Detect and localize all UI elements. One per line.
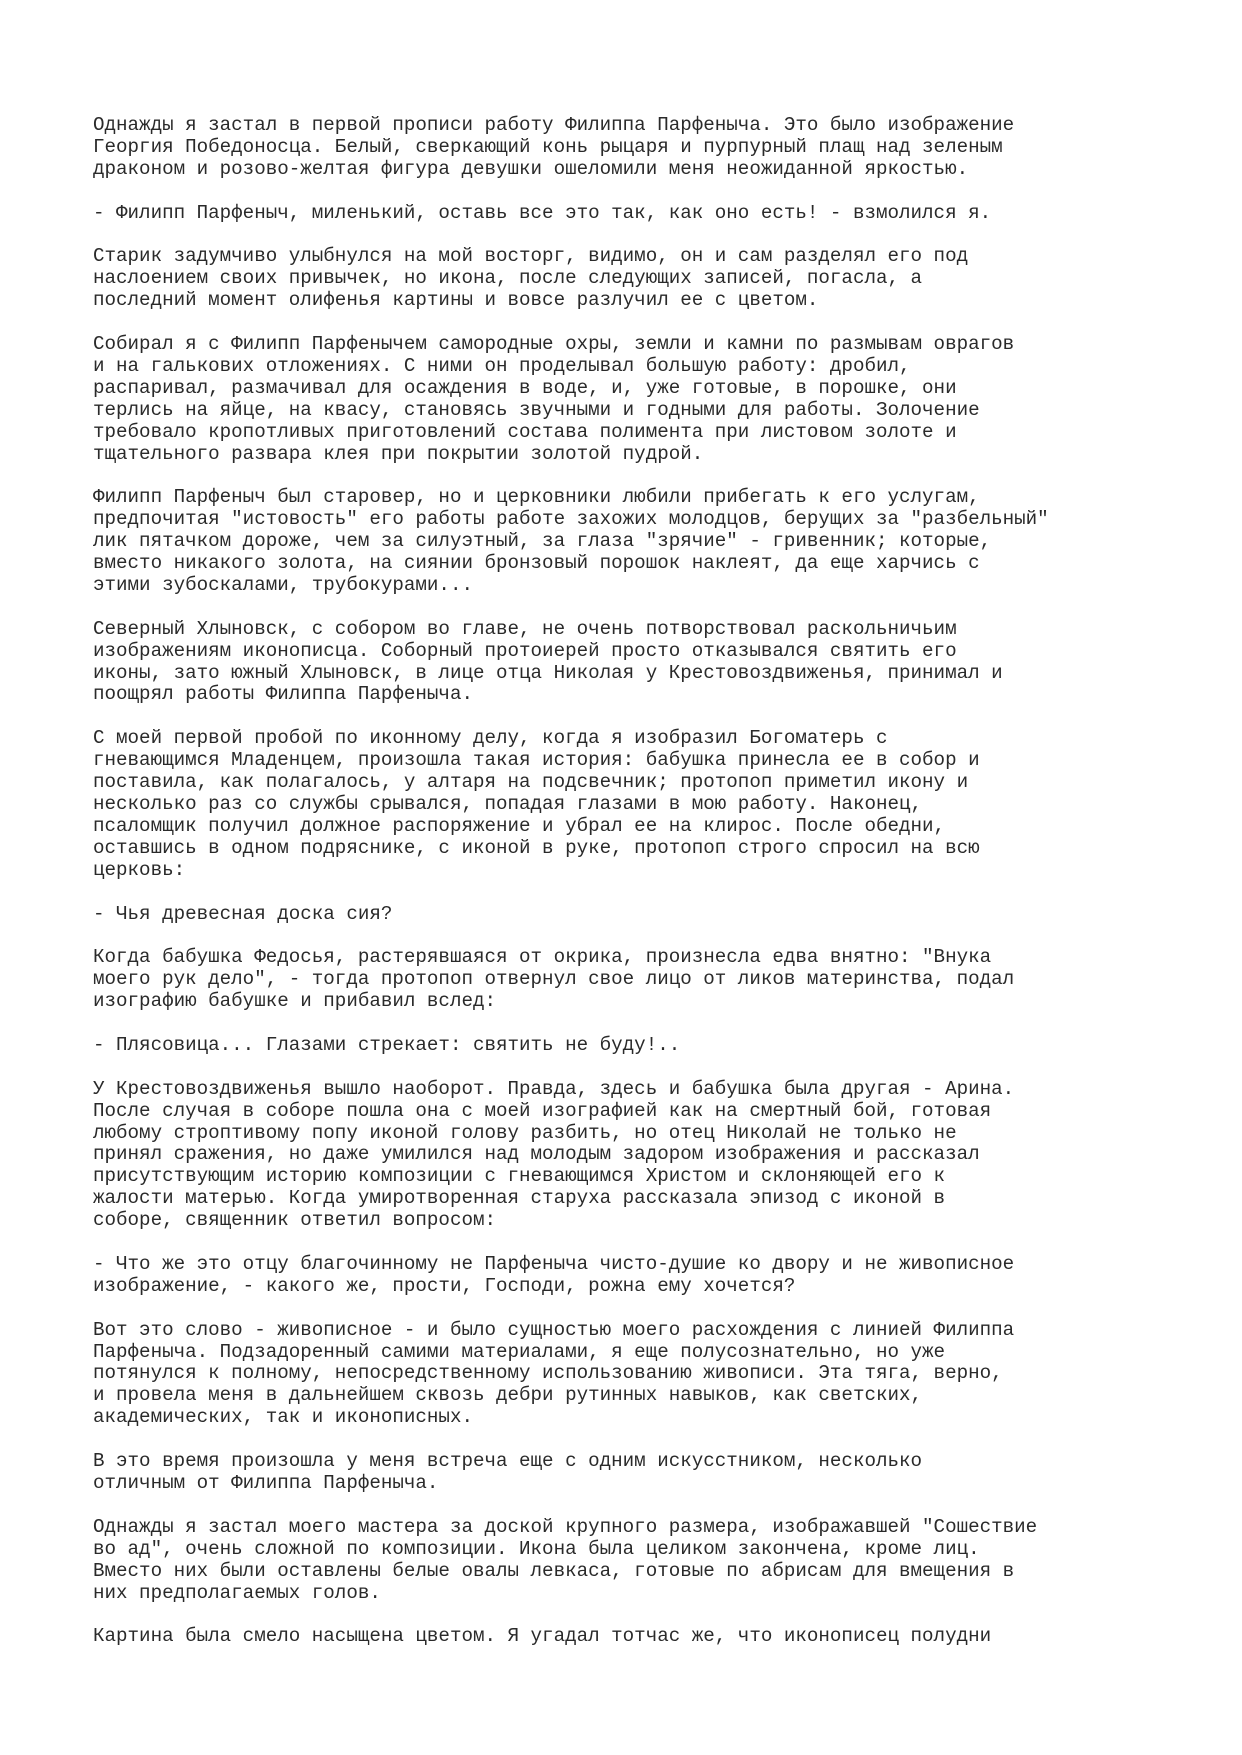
paragraph-12: - Что же это отцу благочинному не Парфеныча чисто-душие ко двору и не живописное изображение, - какого же, прости, Господи, рожна ему хочется? [93,1252,1015,1297]
paragraph-1: Однажды я застал в первой прописи работу Филиппа Парфеныча. Это было изображение Георгия Победоносца. Белый, сверкающий конь рыцаря и пурпурный плащ над зеленым драконом и розово-желтая фигура девушки ошеломили меня неожиданной яркостью. [93,114,1015,180]
document-page [93,115,1203,1648]
paragraph-13: Вот это слово - живописное - и было сущностью моего расхождения с линией Филиппа Парфеныча. Подзадоренный самими материалами, я еще полусознательно, но уже потянулся к полному, непосредственному использованию живописи. Эта тяга, верно, и провела меня в дальнейшем сквозь дебри рутинных навыков, как светских, академических, так и иконописных. [93,1318,1015,1429]
paragraph-11: У Крестовоздвиженья вышло наоборот. Правда, здесь и бабушка была другая - Арина. После случая в соборе пошла она с моей изографией как на смертный бой, готовая любому строптивому попу иконой голову разбить, но отец Николай не только не принял сражения, но даже умилился над молодым задором изображения и рассказал присутствующим историю композиции с гневающимся Христом и склоняющей его к жалости матерью. Когда умиротворенная старуха рассказала эпизод с иконой в соборе, священник ответил вопросом: [93,1077,1015,1232]
paragraph-8: - Чья древесная доска сия? [93,902,393,925]
paragraph-3: Старик задумчиво улыбнулся на мой восторг, видимо, он и сам разделял его под наслоением своих привычек, но икона, после следующих записей, погасла, а последний момент олифенья картины и вовсе разлучил ее с цветом. [93,245,969,312]
paragraph-9: Когда бабушка Федосья, растерявшаяся от окрика, произнесла едва внятно: "Внука моего рук дело", - тогда протопоп отвернул свое лицо от ликов материнства, подал изографию бабушке и прибавил вслед: [93,946,1015,1013]
paragraph-14: В это время произошла у меня встреча еще с одним искусстником, несколько отличным от Филиппа Парфеныча. [93,1450,923,1494]
paragraph-6: Северный Хлыновск, с собором во главе, не очень потворствовал раскольничьим изображениям иконописца. Соборный протоиерей просто отказывался святить его иконы, зато южный Хлыновск, в лице отца Николая у Крестовоздвиженья, принимал и поощрял работы Филиппа Парфеныча. [93,617,1003,706]
paragraph-7: С моей первой пробой по иконному делу, когда я изобразил Богоматерь с гневающимся Младенцем, произошла такая история: бабушка принесла ее в собор и поставила, как полагалось, у алтаря на подсвечник; протопоп приметил икону и несколько раз со службы срывался, попадая глазами в мою работу. Наконец, псаломщик получил должное распоряжение и убрал ее на клирос. После обедни, оставшись в одном подряснике, с иконой в руке, протопоп строго спросил на всю церковь: [93,727,980,881]
paragraph-15: Однажды я застал моего мастера за доской крупного размера, изображавшей "Сошествие во ад", очень сложной по композиции. Икона была целиком закончена, кроме лиц. Вместо них были оставлены белые овалы левкаса, готовые по абрисам для вмещения в них предполагаемых голов. [93,1515,1038,1604]
paragraph-2: - Филипп Парфеныч, миленький, оставь все это так, как оно есть! - взмолился я. [93,201,992,224]
paragraph-5: Филипп Парфеныч был старовер, но и церковники любили прибегать к его услугам, предпочитая "истовость" его работы работе захожих молодцов, берущих за "разбельный" лик пятачком дороже, чем за силуэтный, за глаза "зрячие" - гривенник; которые, вместо никакого золота, на сиянии бронзовый порошок наклеят, да еще харчись с этими зубоскалами, трубокурами... [93,486,1049,596]
paragraph-16: Картина была смело насыщена цветом. Я угадал тотчас же, что иконописец полудни [93,1625,992,1648]
paragraph-10: - Плясовица... Глазами стрекает: святить не буду!.. [93,1033,681,1056]
paragraph-4: Собирал я с Филипп Парфенычем самородные охры, земли и камни по размывам оврагов и на галькових отложениях. С ними он проделывал большую работу: дробил, распаривал, размачивал для осаждения в воде, и, уже готовые, в порошке, они терлись на яйце, на квасу, становясь звучными и годными для работы. Золочение требовало кропотливых приготовлений состава полимента при листовом золоте и тщательного развара клея при покрытии золотой пудрой. [93,333,1015,465]
